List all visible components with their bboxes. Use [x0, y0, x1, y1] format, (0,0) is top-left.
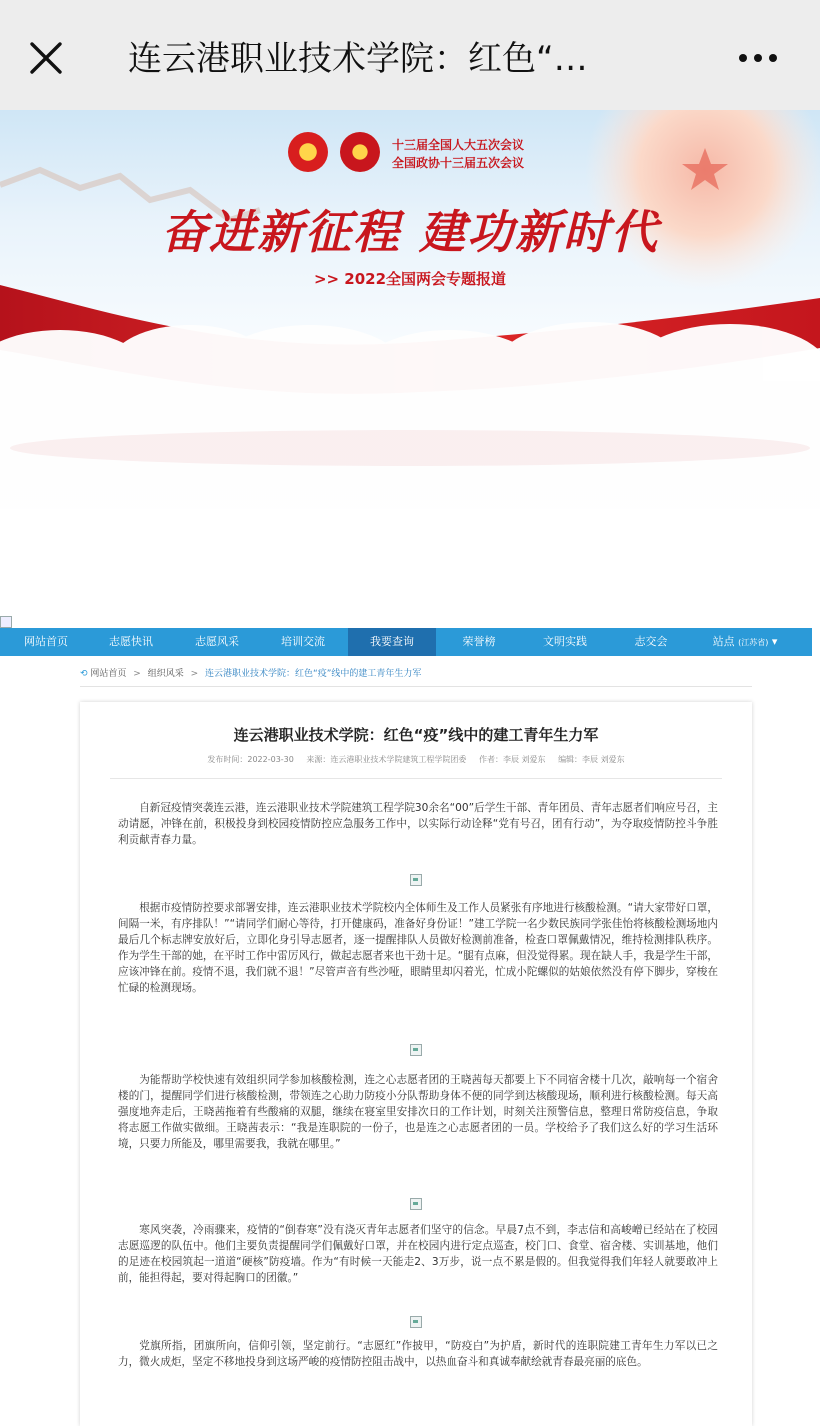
article-paragraph: 自新冠疫情突袭连云港，连云港职业技术学院建筑工程学院30余名“00”后学生干部、青年团员、青年志愿者们响应号召，主动请愿，冲锋在前，积极投身到校园疫情防控应急服务工作中，以实际行动诠释“党有号召，团有行动”，为夺取疫情防控斗争胜利贡献青春力量。 [118, 802, 718, 846]
nav-item-fair[interactable]: 志交会 [634, 635, 668, 648]
app-top-bar [0, 0, 820, 110]
lianghui-special-report-link[interactable]: >> 2022全国两会专题报道 [313, 270, 507, 288]
national-emblem-icon [288, 132, 328, 172]
npc-session-label: 十三届全国人大五次会议 [392, 138, 525, 152]
more-icon [736, 44, 780, 72]
more-options-button[interactable] [736, 44, 780, 72]
breadcrumb-separator-icon: > [133, 669, 141, 679]
nav-item-home[interactable]: 网站首页 [24, 635, 68, 648]
image-placeholder-icon [410, 1198, 422, 1210]
location-icon: ⟲ [80, 669, 91, 679]
breadcrumb-separator-icon: > [190, 669, 199, 679]
close-icon [26, 38, 66, 78]
article-author: 作者：李辰 刘爱东 [478, 755, 546, 764]
breadcrumb-section[interactable]: 组织风采 [147, 669, 184, 679]
breadcrumb-home[interactable]: 网站首页 [90, 669, 127, 679]
image-placeholder-icon [410, 1044, 422, 1056]
banner-art [0, 110, 820, 620]
article-title: 连云港职业技术学院：红色“疫”线中的建工青年生力军 [233, 726, 599, 744]
article-paragraph: 党旗所指，团旗所向，信仰引领，坚定前行。“志愿红”作披甲，“防疫白”为护盾，新时代的连职院建工青年生力军以已之力，微火成炬，坚定不移地投身到这场严峻的疫情防控阻击战中，以热血奋斗和真诚奉献绘就青春最亮丽的底色。 [118, 1340, 718, 1368]
article-card [80, 702, 752, 1426]
page-title: 连云港职业技术学院：红色“… [128, 39, 588, 79]
nav-item-query[interactable]: 我要查询 [348, 628, 436, 656]
chevron-down-icon: ▾ [771, 635, 778, 648]
site-selector-value: (江苏省) [738, 638, 769, 647]
image-placeholder-icon [410, 874, 422, 886]
article-editor: 编辑：李辰 刘爱东 [558, 755, 625, 764]
image-placeholder-icon [410, 1316, 422, 1328]
article-source: 来源：连云港职业技术学院建筑工程学院团委 [306, 755, 467, 764]
nav-item-news[interactable]: 志愿快讯 [109, 635, 153, 648]
nav-item-training[interactable]: 培训交流 [281, 635, 325, 648]
breadcrumb [80, 666, 752, 687]
article-paragraph: 寒风突袭，冷雨骤来，疫情的“倒春寒”没有浇灭青年志愿者们坚守的信念。早晨7点不到，李志信和高峻嶒已经站在了校园志愿巡逻的队伍中。他们主要负责提醒同学们佩戴好口罩，并在校园内进行定点巡查，校门口、食堂、宿舍楼、实训基地，他们的足迹在校园筑起一道道“硬核”防疫墙。作为“有时候一天能走2、3万步，说一点不累是假的。但我觉得我们年轻人就要敢冲上前，能担得起，要对得起胸口的团徽。” [118, 1224, 718, 1284]
nav-item-civilization[interactable]: 文明实践 [543, 635, 587, 648]
close-button[interactable] [26, 38, 66, 78]
article-meta [80, 754, 752, 765]
cppcc-emblem-icon [340, 132, 380, 172]
article-paragraph: 根据市疫情防控要求部署安排，连云港职业技术学院校内全体师生及工作人员紧张有序地进行核酸检测。“请大家带好口罩，间隔一米，有序排队！”“请同学们耐心等待，打开健康码，准备好身份证！”建工学院一名少数民族同学张佳怡将核酸检测场地内最后几个标志牌安放好后，立即化身引导志愿者，逐一提醒排队人员做好检测前准备，检查口罩佩戴情况，维持检测排队秩序。作为学生干部的她，在平时工作中雷厉风行，做起志愿者来也干劲十足。“腿有点麻，但没觉得累。现在缺人手，我是学生干部，应该冲锋在前。疫情不退，我们就不退！”尽管声音有些沙哑，眼睛里却闪着光，忙成小陀螺似的姑娘依然没有停下脚步，穿梭在忙碌的检测现场。 [118, 902, 718, 994]
nav-item-style[interactable]: 志愿风采 [195, 635, 239, 648]
site-selector-label: 站点 [712, 635, 735, 648]
banner-slogan: 奋进新征程 建功新时代 [160, 205, 659, 259]
site-nav-bar [0, 628, 812, 656]
breadcrumb-current[interactable]: 连云港职业技术学院：红色“疫”线中的建工青年生力军 [205, 669, 422, 679]
site-selector[interactable] [690, 628, 800, 656]
cppcc-session-label: 全国政协十三届五次会议 [392, 156, 525, 170]
article-paragraph: 为能帮助学校快速有效组织同学参加核酸检测，连之心志愿者团的王晓茜每天都要上下不同宿舍楼十几次，敲响每一个宿舍楼的门，提醒同学们进行核酸检测，带领连之心助力防疫小分队帮助身体不便的同学到达核酸现场，顺利进行核酸检测。每天高强度地奔走后，王晓茜拖着有些酸痛的双腿，继续在寝室里安排次日的工作计划，时刻关注预警信息，整理日常防疫信息，争取将志愿工作做实做细。王晓茜表示：“我是连职院的一份子，也是连之心志愿者团的一员。学校给予了我们这么好的学习生活环境，只要力所能及，哪里需要我，我就在哪里。” [118, 1074, 718, 1150]
publish-date: 发布时间：2022-03-30 [207, 755, 294, 764]
broken-image-icon [0, 616, 12, 628]
nav-item-honor[interactable]: 荣誉榜 [462, 635, 496, 648]
lianghui-banner [0, 110, 820, 620]
divider [110, 778, 722, 779]
